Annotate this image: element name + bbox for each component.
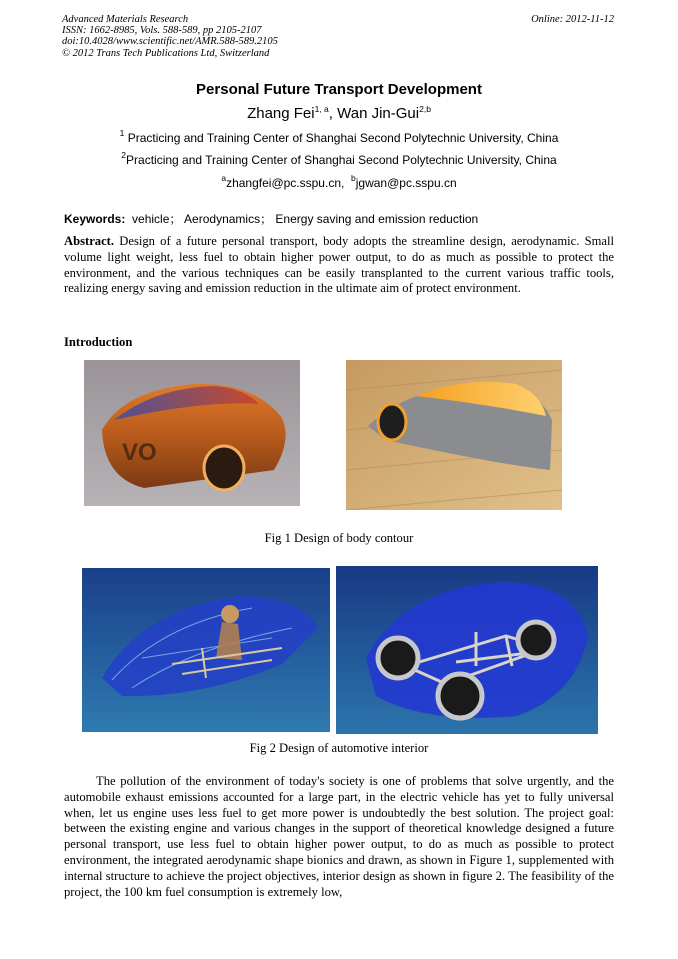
author-sup: 1, a <box>314 104 329 114</box>
section-heading-introduction: Introduction <box>64 335 133 349</box>
email-sup: b <box>351 173 356 183</box>
affiliation-sup: 2 <box>121 150 127 160</box>
driver-head <box>221 605 239 623</box>
figure-2-right-image <box>336 566 598 734</box>
affiliation-sup: 1 <box>119 128 125 138</box>
author-name: Wan Jin-Gui <box>337 105 420 122</box>
abstract-text: Design of a future personal transport, body adopts the streamline design, aerodynamic. Small volume light weight, less fuel to obtain higher power output, to do as much as possible to protect the environment, and the various techniques can be easily transplanted to the current various traffic tools, realizing energy saving and emission reduction in the ultimate aim of protect environment. <box>64 234 614 296</box>
doi-line: doi:10.4028/www.scientific.net/AMR.588-589.2105 <box>62 36 278 48</box>
car-wheel <box>204 446 244 490</box>
abstract <box>64 234 614 297</box>
affiliation-2 <box>0 150 678 167</box>
journal-name: Advanced Materials Research <box>62 14 189 25</box>
car-wheel <box>378 404 406 440</box>
author-line <box>0 105 678 122</box>
email-sup: a <box>221 173 227 183</box>
body-paragraph: The pollution of the environment of today's society is one of problems that solve urgently, and the automobile exhaust emissions accounted for a large part, in the electric vehicle has yet to fully universal when, let us engine uses less fuel to get more power is undoubtedly the best solution. The project goal: between the existing engine and various changes in the support of theoretical knowledge designed a future personal transport, use less fuel to obtain higher power output, to do as much as possible to protect environment, the integrated aerodynamic shape bionics and drawn, as shown in Figure 1, supplemented with internal structure to achieve the project objectives, interior design as shown in figure 2. The feasibility of the project, the 100 km fuel consumption is extremely low, <box>64 774 614 899</box>
email-address: zhangfei@pc.sspu.cn, <box>226 176 345 190</box>
affiliation-text: Practicing and Training Center of Shanghai Second Polytechnic University, China <box>127 131 559 145</box>
journal-header <box>62 14 278 59</box>
wheel <box>378 638 418 678</box>
figure-2-caption: Fig 2 Design of automotive interior <box>249 741 429 755</box>
wheel <box>518 622 554 658</box>
figure-1-left-image <box>84 360 300 506</box>
issn-line: ISSN: 1662-8985, Vols. 588-589, pp 2105-2107 <box>62 25 262 37</box>
affiliation-text: Practicing and Training Center of Shanghai Second Polytechnic University, China <box>126 153 557 167</box>
paper-title: Personal Future Transport Development <box>196 81 482 98</box>
keywords-label: Keywords: <box>64 212 126 226</box>
abstract-label: Abstract. <box>64 234 115 248</box>
figure-2-left-image <box>82 568 330 732</box>
author-sup: 2,b <box>419 104 431 114</box>
keywords-line <box>64 210 478 227</box>
email-address: jgwan@pc.sspu.cn <box>355 176 457 190</box>
copyright-line: © 2012 Trans Tech Publications Ltd, Switzerland <box>62 47 270 59</box>
figure-1-right-image <box>346 360 562 510</box>
figure-1-caption: Fig 1 Design of body contour <box>264 531 414 545</box>
email-line <box>0 173 678 190</box>
wheel <box>438 674 482 718</box>
keywords-text: vehicle； Aerodynamics； Energy saving and emission reduction <box>132 212 479 226</box>
author-name: Zhang Fei <box>247 105 315 122</box>
online-date: Online: 2012-11-12 <box>531 14 614 25</box>
car-logo-text: VO <box>122 439 157 466</box>
author-separator: , <box>328 105 338 122</box>
affiliation-1 <box>0 128 678 145</box>
